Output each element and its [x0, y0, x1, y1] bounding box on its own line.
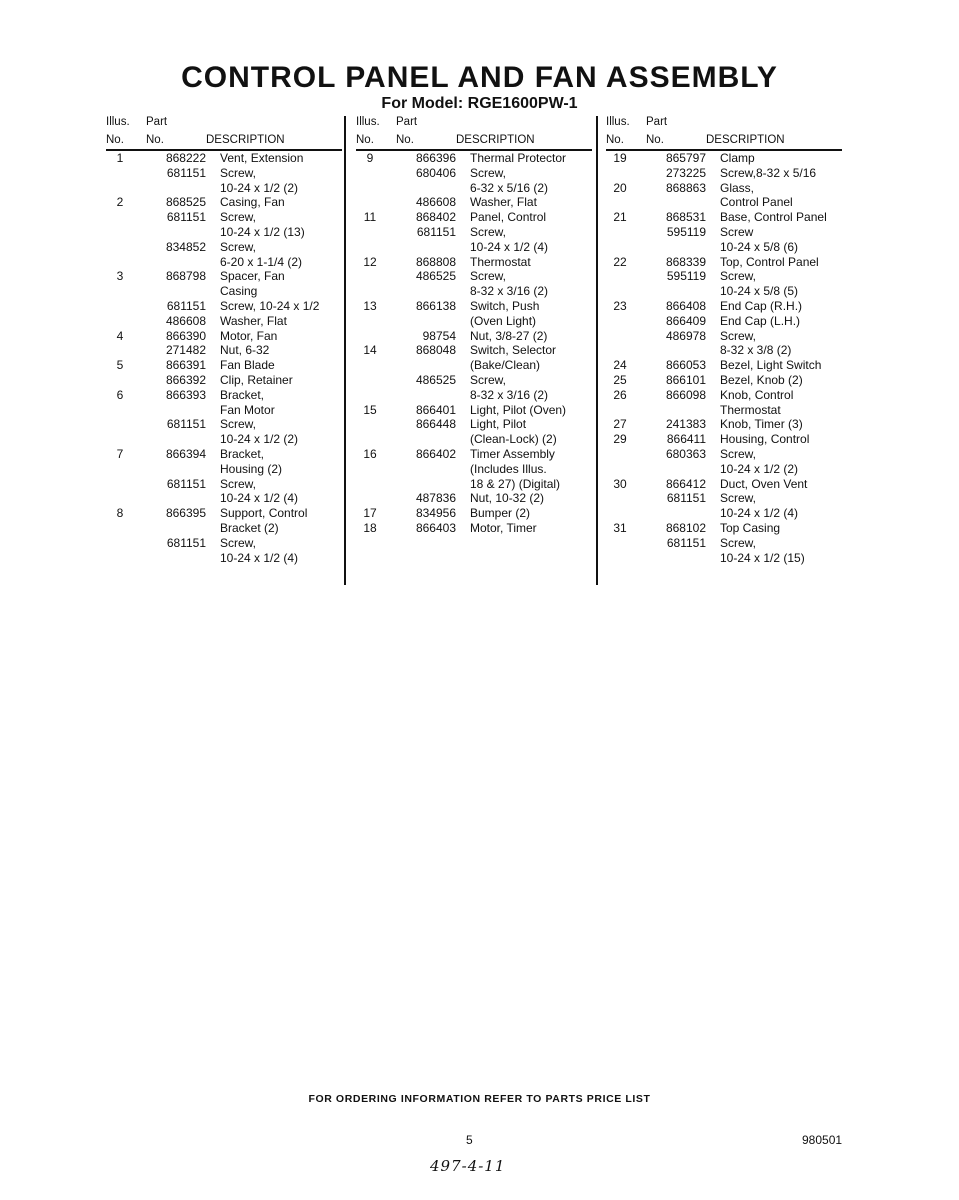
- illus-number: 6: [116, 387, 124, 402]
- part-row: [106, 491, 342, 506]
- part-description: Screw,: [470, 165, 507, 180]
- header-description: DESCRIPTION: [206, 134, 285, 146]
- part-row: [606, 166, 842, 181]
- part-description: Screw,: [220, 535, 257, 550]
- part-description: Screw,: [720, 535, 757, 550]
- illus-number: 26: [613, 387, 627, 402]
- part-description: Screw,: [720, 446, 757, 461]
- part-row: [606, 151, 842, 166]
- part-number: 868102: [665, 520, 706, 535]
- part-row: [606, 536, 842, 551]
- part-row: [356, 314, 592, 329]
- part-row: [606, 195, 842, 210]
- part-description: Vent, Extension: [220, 151, 304, 165]
- part-number: 868222: [165, 151, 206, 165]
- part-row: [106, 195, 342, 210]
- header-part-no: No.: [646, 134, 664, 146]
- part-row: [606, 269, 842, 284]
- part-row: [106, 166, 342, 181]
- part-row: [356, 255, 592, 270]
- column-divider: [596, 116, 598, 585]
- part-description: Base, Control Panel: [720, 210, 827, 225]
- part-number: 681151: [416, 224, 456, 239]
- part-row: [356, 329, 592, 344]
- part-row: [356, 388, 592, 403]
- part-row: [606, 506, 842, 521]
- part-row: [606, 329, 842, 344]
- part-description: Thermal Protector: [470, 151, 567, 165]
- part-description: Clamp: [720, 151, 755, 165]
- part-description: Duct, Oven Vent: [720, 476, 808, 491]
- part-number: 681151: [166, 417, 206, 432]
- illus-number: 9: [366, 151, 374, 165]
- part-row: [106, 329, 342, 344]
- header-illus: Illus.: [356, 116, 380, 128]
- handwritten-note: 497-4-11: [430, 1157, 506, 1175]
- illus-number: 7: [116, 446, 124, 461]
- part-description: Screw,: [720, 328, 757, 343]
- part-description: Screw, 10-24 x 1/2: [220, 298, 320, 313]
- part-description: Bracket,: [220, 446, 265, 461]
- part-row: [606, 447, 842, 462]
- header-part-no: No.: [396, 134, 414, 146]
- part-description: Screw,8-32 x 5/16: [720, 165, 817, 180]
- part-row: [106, 388, 342, 403]
- part-row: [606, 403, 842, 418]
- part-number: 866393: [165, 387, 206, 402]
- part-description: 10-24 x 5/8 (5): [720, 284, 799, 299]
- header-description: DESCRIPTION: [706, 134, 785, 146]
- header-illus: Illus.: [106, 116, 130, 128]
- illus-number: 24: [613, 358, 627, 373]
- part-description: Casing: [220, 284, 258, 299]
- part-description: (Clean-Lock) (2): [470, 432, 557, 447]
- part-description: 10-24 x 1/2 (4): [220, 491, 299, 506]
- part-description: 10-24 x 1/2 (2): [720, 461, 799, 476]
- part-number: 866395: [165, 506, 206, 521]
- part-number: 868525: [165, 195, 206, 210]
- part-row: [106, 417, 342, 432]
- part-number: 486608: [415, 195, 456, 210]
- part-number: 486978: [665, 328, 706, 343]
- header-description: DESCRIPTION: [456, 134, 535, 146]
- illus-number: 20: [613, 180, 627, 195]
- header-illus-no: No.: [356, 134, 374, 146]
- part-description: 6-32 x 5/16 (2): [470, 180, 549, 195]
- part-number: 98754: [422, 328, 456, 343]
- header-illus-no: No.: [606, 134, 624, 146]
- part-description: Panel, Control: [470, 210, 547, 225]
- part-row: [106, 181, 342, 196]
- part-description: (Includes Illus.: [470, 461, 547, 476]
- illus-number: 22: [613, 254, 627, 269]
- part-description: Top Casing: [720, 520, 781, 535]
- part-row: [356, 225, 592, 240]
- part-row: [106, 536, 342, 551]
- part-number: 868531: [665, 210, 706, 225]
- part-row: [106, 299, 342, 314]
- part-description: Spacer, Fan: [220, 269, 285, 284]
- ordering-note: FOR ORDERING INFORMATION REFER TO PARTS PRICE LIST: [308, 1093, 651, 1105]
- part-description: Bumper (2): [470, 506, 531, 521]
- part-row: [356, 506, 592, 521]
- part-number: 681151: [666, 535, 706, 550]
- part-description: Housing, Control: [720, 432, 810, 447]
- part-description: Knob, Control: [720, 387, 794, 402]
- part-description: Light, Pilot (Oven): [470, 402, 567, 417]
- part-number: 681151: [666, 491, 706, 506]
- part-row: [606, 240, 842, 255]
- part-description: Screw,: [220, 476, 257, 491]
- part-row: [106, 521, 342, 536]
- part-number: 866409: [665, 313, 706, 328]
- part-number: 866411: [666, 432, 706, 447]
- part-number: 486608: [165, 313, 206, 328]
- column-header: [106, 114, 342, 151]
- page-title: CONTROL PANEL AND FAN ASSEMBLY: [181, 61, 778, 94]
- part-description: 8-32 x 3/16 (2): [470, 284, 549, 299]
- part-number: 866390: [165, 328, 206, 343]
- part-description: Screw,: [220, 239, 257, 254]
- part-row: [106, 432, 342, 447]
- part-row: [356, 343, 592, 358]
- part-description: Bezel, Knob (2): [720, 372, 803, 387]
- part-number: 681151: [166, 298, 206, 313]
- part-description: Top, Control Panel: [720, 254, 819, 269]
- part-number: 868048: [415, 343, 456, 358]
- header-part: Part: [146, 116, 168, 128]
- illus-number: 4: [116, 328, 124, 343]
- part-number: 868339: [665, 254, 706, 269]
- illus-number: 18: [363, 520, 377, 535]
- part-row: [106, 447, 342, 462]
- part-description: 8-32 x 3/16 (2): [470, 387, 549, 402]
- part-row: [106, 255, 342, 270]
- part-row: [606, 491, 842, 506]
- part-row: [356, 269, 592, 284]
- part-number: 868863: [665, 180, 706, 195]
- part-description: Screw,: [470, 269, 507, 284]
- part-description: 18 & 27) (Digital): [470, 476, 561, 491]
- part-number: 866392: [165, 372, 206, 387]
- part-number: 868808: [415, 254, 456, 269]
- part-number: 681151: [166, 165, 206, 180]
- part-description: Motor, Timer: [470, 520, 537, 535]
- part-row: [356, 491, 592, 506]
- part-row: [106, 210, 342, 225]
- part-description: Light, Pilot: [470, 417, 527, 432]
- part-description: 10-24 x 1/2 (2): [220, 180, 299, 195]
- page-number: 5: [466, 1133, 473, 1147]
- part-row: [356, 195, 592, 210]
- part-row: [106, 358, 342, 373]
- part-description: 10-24 x 1/2 (15): [720, 550, 805, 565]
- illus-number: 12: [363, 254, 377, 269]
- part-row: [356, 432, 592, 447]
- part-description: Screw,: [220, 165, 257, 180]
- part-description: (Oven Light): [470, 313, 537, 328]
- part-row: [106, 151, 342, 166]
- part-description: 10-24 x 5/8 (6): [720, 239, 799, 254]
- part-number: 271482: [165, 343, 206, 358]
- part-row: [106, 314, 342, 329]
- document-id: 980501: [802, 1133, 843, 1147]
- part-description: Nut, 6-32: [220, 343, 270, 358]
- part-number: 834852: [165, 239, 206, 254]
- illus-number: 11: [363, 210, 377, 225]
- part-description: 10-24 x 1/2 (4): [220, 550, 299, 565]
- illus-number: 2: [116, 195, 124, 210]
- part-number: 486525: [415, 269, 456, 284]
- part-description: Screw,: [720, 491, 757, 506]
- part-row: [606, 417, 842, 432]
- parts-column-3: [606, 114, 842, 565]
- part-description: Screw,: [720, 269, 757, 284]
- part-description: Thermostat: [720, 402, 781, 417]
- part-row: [106, 225, 342, 240]
- part-description: Timer Assembly: [470, 446, 555, 461]
- part-row: [106, 284, 342, 299]
- part-description: Switch, Selector: [470, 343, 557, 358]
- part-number: 273225: [665, 165, 706, 180]
- part-number: 681151: [166, 535, 206, 550]
- part-row: [606, 521, 842, 536]
- part-description: Screw,: [220, 210, 257, 225]
- part-row: [606, 225, 842, 240]
- part-number: 681151: [166, 476, 206, 491]
- part-description: Fan Blade: [220, 358, 275, 373]
- part-row: [606, 551, 842, 566]
- part-row: [356, 358, 592, 373]
- illus-number: 1: [116, 151, 124, 165]
- part-description: 10-24 x 1/2 (4): [470, 239, 549, 254]
- part-row: [356, 181, 592, 196]
- part-description: Switch, Push: [470, 298, 540, 313]
- part-number: 866394: [165, 446, 206, 461]
- illus-number: 30: [613, 476, 627, 491]
- part-row: [106, 343, 342, 358]
- part-description: Fan Motor: [220, 402, 275, 417]
- illus-number: 5: [116, 358, 124, 373]
- header-illus: Illus.: [606, 116, 630, 128]
- part-number: 680406: [415, 165, 456, 180]
- illus-number: 19: [613, 151, 627, 165]
- part-number: 866101: [665, 372, 706, 387]
- part-description: Control Panel: [720, 195, 793, 210]
- part-number: 868402: [415, 210, 456, 225]
- part-row: [106, 506, 342, 521]
- part-number: 866396: [415, 151, 456, 165]
- part-number: 866391: [165, 358, 206, 373]
- part-row: [606, 181, 842, 196]
- part-number: 866138: [415, 298, 456, 313]
- part-description: Screw: [720, 224, 754, 239]
- part-description: Nut, 3/8-27 (2): [470, 328, 548, 343]
- part-row: [356, 166, 592, 181]
- part-number: 865797: [665, 151, 706, 165]
- part-row: [606, 477, 842, 492]
- model-subtitle: For Model: RGE1600PW-1: [381, 95, 578, 112]
- part-row: [606, 388, 842, 403]
- part-number: 866402: [415, 446, 456, 461]
- part-description: Bracket,: [220, 387, 265, 402]
- illus-number: 14: [363, 343, 377, 358]
- illus-number: 13: [363, 298, 377, 313]
- illus-number: 15: [363, 402, 377, 417]
- part-description: Bezel, Light Switch: [720, 358, 822, 373]
- part-row: [356, 521, 592, 536]
- part-row: [106, 240, 342, 255]
- part-number: 866401: [415, 402, 456, 417]
- illus-number: 31: [613, 520, 627, 535]
- illus-number: 27: [613, 417, 627, 432]
- part-row: [106, 551, 342, 566]
- column-header: [356, 114, 592, 151]
- illus-number: 21: [613, 210, 627, 225]
- header-part-no: No.: [146, 134, 164, 146]
- part-description: Casing, Fan: [220, 195, 285, 210]
- part-row: [606, 358, 842, 373]
- parts-column-1: [106, 114, 342, 565]
- part-description: 6-20 x 1-1/4 (2): [220, 254, 303, 269]
- illus-number: 16: [363, 446, 377, 461]
- part-row: [106, 403, 342, 418]
- part-description: Nut, 10-32 (2): [470, 491, 545, 506]
- part-row: [606, 373, 842, 388]
- part-description: Washer, Flat: [220, 313, 287, 328]
- part-row: [606, 299, 842, 314]
- part-row: [606, 432, 842, 447]
- part-number: 595119: [666, 224, 706, 239]
- part-description: Screw,: [220, 417, 257, 432]
- part-description: 10-24 x 1/2 (4): [720, 506, 799, 521]
- part-number: 680363: [665, 446, 706, 461]
- part-description: 10-24 x 1/2 (2): [220, 432, 299, 447]
- part-row: [356, 210, 592, 225]
- illus-number: 29: [613, 432, 627, 447]
- part-description: Clip, Retainer: [220, 372, 293, 387]
- part-row: [356, 299, 592, 314]
- header-part: Part: [396, 116, 418, 128]
- part-number: 486525: [415, 372, 456, 387]
- part-description: Housing (2): [220, 461, 283, 476]
- illus-number: 25: [613, 372, 627, 387]
- part-number: 487836: [415, 491, 456, 506]
- part-description: End Cap (L.H.): [720, 313, 801, 328]
- part-description: Support, Control: [220, 506, 308, 521]
- part-row: [606, 343, 842, 358]
- part-row: [356, 477, 592, 492]
- part-row: [356, 403, 592, 418]
- part-number: 866408: [665, 298, 706, 313]
- part-number: 866448: [415, 417, 456, 432]
- part-number: 866053: [665, 358, 706, 373]
- part-row: [356, 240, 592, 255]
- part-row: [356, 417, 592, 432]
- part-description: Glass,: [720, 180, 755, 195]
- parts-column-2: [356, 114, 592, 536]
- part-description: End Cap (R.H.): [720, 298, 803, 313]
- part-row: [106, 373, 342, 388]
- column-header: [606, 114, 842, 151]
- part-row: [606, 284, 842, 299]
- part-description: Screw,: [470, 224, 507, 239]
- part-description: Motor, Fan: [220, 328, 278, 343]
- part-number: 866412: [665, 476, 706, 491]
- part-row: [356, 447, 592, 462]
- part-number: 681151: [166, 210, 206, 225]
- part-description: Screw,: [470, 372, 507, 387]
- part-number: 834956: [415, 506, 456, 521]
- part-row: [106, 462, 342, 477]
- part-row: [356, 151, 592, 166]
- part-row: [606, 210, 842, 225]
- part-description: 8-32 x 3/8 (2): [720, 343, 792, 358]
- part-number: 241383: [665, 417, 706, 432]
- column-divider: [344, 116, 346, 585]
- illus-number: 8: [116, 506, 124, 521]
- part-description: Bracket (2): [220, 520, 279, 535]
- part-row: [356, 373, 592, 388]
- header-illus-no: No.: [106, 134, 124, 146]
- part-number: 595119: [666, 269, 706, 284]
- part-row: [606, 314, 842, 329]
- part-row: [606, 462, 842, 477]
- part-number: 868798: [165, 269, 206, 284]
- part-row: [106, 477, 342, 492]
- part-number: 866098: [665, 387, 706, 402]
- part-description: 10-24 x 1/2 (13): [220, 224, 305, 239]
- illus-number: 23: [613, 298, 627, 313]
- part-description: (Bake/Clean): [470, 358, 541, 373]
- part-number: 866403: [415, 520, 456, 535]
- part-description: Knob, Timer (3): [720, 417, 803, 432]
- part-description: Washer, Flat: [470, 195, 537, 210]
- part-row: [356, 462, 592, 477]
- part-row: [106, 269, 342, 284]
- illus-number: 17: [363, 506, 377, 521]
- illus-number: 3: [116, 269, 124, 284]
- part-row: [606, 255, 842, 270]
- part-description: Thermostat: [470, 254, 531, 269]
- header-part: Part: [646, 116, 668, 128]
- part-row: [356, 284, 592, 299]
